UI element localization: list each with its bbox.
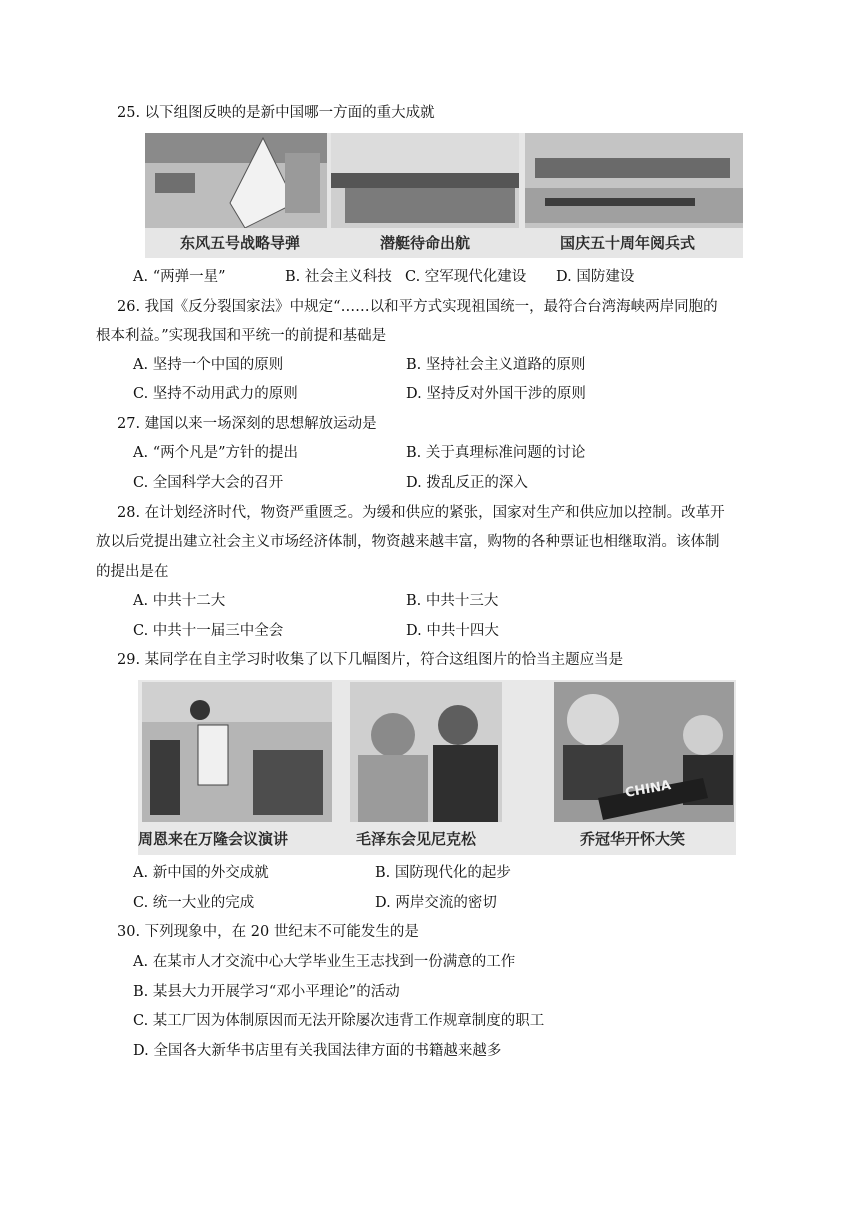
q25-option-a[interactable]: A. “两弹一星” <box>133 269 226 285</box>
q28-option-b[interactable]: B. 中共十三大 <box>406 593 499 609</box>
q29-option-a[interactable]: A. 新中国的外交成就 <box>133 865 269 881</box>
q26-option-d[interactable]: D. 坚持反对外国干涉的原则 <box>406 386 586 402</box>
q29-banner-text: CHINA <box>624 778 673 801</box>
q30-option-a[interactable]: A. 在某市人才交流中心大学毕业生王志找到一份满意的工作 <box>133 954 516 970</box>
q26-stem-line1: 26. 我国《反分裂国家法》中规定“……以和平方式实现祖国统一，最符合台湾海峡两岸同胞的 <box>117 299 718 315</box>
q25-stem: 25. 以下组图反映的是新中国哪一方面的重大成就 <box>117 105 435 121</box>
q29-stem: 29. 某同学在自主学习时收集了以下几幅图片，符合这组图片的恰当主题应当是 <box>117 652 624 668</box>
q25-caption-2: 潜艇待命出航 <box>380 234 471 252</box>
q28-stem-line1: 28. 在计划经济时代，物资严重匮乏。为缓和供应的紧张，国家对生产和供应加以控制。改革开 <box>117 505 725 521</box>
q30-option-d[interactable]: D. 全国各大新华书店里有关我国法律方面的书籍越来越多 <box>133 1043 502 1059</box>
q29-caption-2: 毛泽东会见尼克松 <box>356 830 477 848</box>
q28-option-c[interactable]: C. 中共十一届三中全会 <box>133 623 284 639</box>
q25-option-d[interactable]: D. 国防建设 <box>556 269 635 285</box>
q25-caption-3: 国庆五十周年阅兵式 <box>560 234 696 252</box>
q29-caption-3: 乔冠华开怀大笑 <box>580 830 686 848</box>
q29-option-d[interactable]: D. 两岸交流的密切 <box>375 895 497 911</box>
q26-option-a[interactable]: A. 坚持一个中国的原则 <box>133 357 284 373</box>
q28-stem-line3: 的提出是在 <box>96 564 169 580</box>
q27-option-a[interactable]: A. “两个凡是”方针的提出 <box>133 445 299 461</box>
q26-stem-line2: 根本利益。”实现我国和平统一的前提和基础是 <box>96 328 387 344</box>
q25-caption-1: 东风五号战略导弹 <box>180 234 301 252</box>
q29-caption-1: 周恩来在万隆会议演讲 <box>138 830 289 848</box>
q26-option-b[interactable]: B. 坚持社会主义道路的原则 <box>406 357 586 373</box>
q27-stem: 27. 建国以来一场深刻的思想解放运动是 <box>117 416 377 432</box>
q27-option-d[interactable]: D. 拨乱反正的深入 <box>406 475 528 491</box>
q26-option-c[interactable]: C. 坚持不动用武力的原则 <box>133 386 298 402</box>
q30-option-c[interactable]: C. 某工厂因为体制原因而无法开除屡次违背工作规章制度的职工 <box>133 1013 545 1029</box>
q25-option-b[interactable]: B. 社会主义科技 <box>285 269 392 285</box>
q28-option-d[interactable]: D. 中共十四大 <box>406 623 499 639</box>
q29-option-b[interactable]: B. 国防现代化的起步 <box>375 865 511 881</box>
q27-option-b[interactable]: B. 关于真理标准问题的讨论 <box>406 445 586 461</box>
q25-option-c[interactable]: C. 空军现代化建设 <box>405 269 527 285</box>
q28-option-a[interactable]: A. 中共十二大 <box>133 593 226 609</box>
q28-stem-line2: 放以后党提出建立社会主义市场经济体制，物资越来越丰富，购物的各种票证也相继取消。该体制 <box>96 534 720 550</box>
q29-option-c[interactable]: C. 统一大业的完成 <box>133 895 255 911</box>
q30-stem: 30. 下列现象中，在 20 世纪末不可能发生的是 <box>117 924 419 940</box>
q30-option-b[interactable]: B. 某县大力开展学习“邓小平理论”的活动 <box>133 984 400 1000</box>
q27-option-c[interactable]: C. 全国科学大会的召开 <box>133 475 284 491</box>
